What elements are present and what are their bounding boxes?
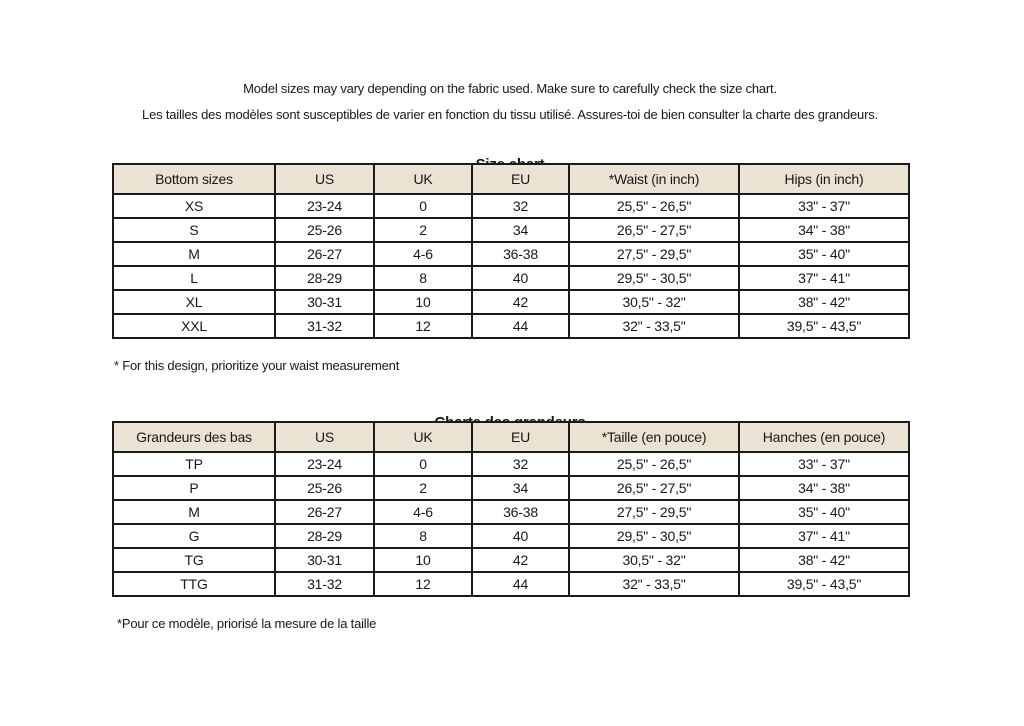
table-cell: M — [113, 500, 275, 524]
table-cell: 37" - 41" — [739, 266, 909, 290]
table-cell: 32 — [472, 194, 569, 218]
column-header: UK — [374, 422, 472, 452]
table-cell: 4-6 — [374, 500, 472, 524]
waist-footnote-french: *Pour ce modèle, priorisé la mesure de la taille — [117, 616, 377, 631]
table-row — [113, 290, 909, 314]
table-cell: 40 — [472, 266, 569, 290]
table-cell: 29,5" - 30,5" — [569, 266, 739, 290]
table-cell: 30-31 — [275, 290, 374, 314]
table-cell: 37" - 41" — [739, 524, 909, 548]
table-cell: 23-24 — [275, 452, 374, 476]
table-cell: 44 — [472, 572, 569, 596]
table-cell: XXL — [113, 314, 275, 338]
intro-text-french: Les tailles des modèles sont susceptibles de varier en fonction du tissu utilisé. Assures-toi de bien consulter la charte des grandeurs. — [142, 107, 878, 122]
table-cell: 10 — [374, 290, 472, 314]
table-cell: 26-27 — [275, 500, 374, 524]
column-header: EU — [472, 422, 569, 452]
table-cell: 28-29 — [275, 524, 374, 548]
table-row — [113, 266, 909, 290]
column-header: Bottom sizes — [113, 164, 275, 194]
table-cell: L — [113, 266, 275, 290]
table-cell: 12 — [374, 572, 472, 596]
table-cell: TP — [113, 452, 275, 476]
table-cell: XL — [113, 290, 275, 314]
table-row — [113, 572, 909, 596]
table-cell: 26-27 — [275, 242, 374, 266]
table-cell: 44 — [472, 314, 569, 338]
table-cell: 32 — [472, 452, 569, 476]
table-cell: 12 — [374, 314, 472, 338]
table-row — [113, 548, 909, 572]
table-cell: 8 — [374, 524, 472, 548]
table-cell: 30,5" - 32" — [569, 548, 739, 572]
table-cell: 33" - 37" — [739, 452, 909, 476]
column-header: Hips (in inch) — [739, 164, 909, 194]
table-cell: 30-31 — [275, 548, 374, 572]
table-cell: 39,5" - 43,5" — [739, 572, 909, 596]
table-cell: 2 — [374, 476, 472, 500]
table-cell: G — [113, 524, 275, 548]
column-header: US — [275, 422, 374, 452]
table-cell: 32" - 33,5" — [569, 314, 739, 338]
column-header: UK — [374, 164, 472, 194]
table-cell: 34 — [472, 476, 569, 500]
table-cell: 30,5" - 32" — [569, 290, 739, 314]
table-cell: 34" - 38" — [739, 476, 909, 500]
table-cell: 8 — [374, 266, 472, 290]
table-cell: 0 — [374, 452, 472, 476]
table-cell: 38" - 42" — [739, 548, 909, 572]
table-row — [113, 218, 909, 242]
table-cell: 42 — [472, 548, 569, 572]
table-cell: 36-38 — [472, 242, 569, 266]
table-cell: M — [113, 242, 275, 266]
table-cell: 31-32 — [275, 572, 374, 596]
table-cell: 25,5" - 26,5" — [569, 194, 739, 218]
table-cell: 35" - 40" — [739, 500, 909, 524]
table-cell: 25-26 — [275, 476, 374, 500]
table-row — [113, 452, 909, 476]
table-cell: XS — [113, 194, 275, 218]
table-cell: 2 — [374, 218, 472, 242]
size-chart-table-english — [112, 163, 910, 339]
table-cell: 34 — [472, 218, 569, 242]
table-row — [113, 524, 909, 548]
table-cell: 40 — [472, 524, 569, 548]
column-header: EU — [472, 164, 569, 194]
table-cell: 29,5" - 30,5" — [569, 524, 739, 548]
table-cell: 34" - 38" — [739, 218, 909, 242]
table-header-row — [113, 164, 909, 194]
table-cell: 35" - 40" — [739, 242, 909, 266]
waist-footnote-english: * For this design, prioritize your waist measurement — [114, 358, 400, 373]
table-cell: 28-29 — [275, 266, 374, 290]
table-header-row — [113, 422, 909, 452]
size-chart-table-french — [112, 421, 910, 597]
table-cell: 25-26 — [275, 218, 374, 242]
table-cell: 32" - 33,5" — [569, 572, 739, 596]
table-row — [113, 242, 909, 266]
table-cell: 36-38 — [472, 500, 569, 524]
column-header: *Waist (in inch) — [569, 164, 739, 194]
table-cell: 27,5" - 29,5" — [569, 242, 739, 266]
table-cell: 31-32 — [275, 314, 374, 338]
table-cell: 39,5" - 43,5" — [739, 314, 909, 338]
table-row — [113, 314, 909, 338]
table-row — [113, 476, 909, 500]
column-header: Hanches (en pouce) — [739, 422, 909, 452]
table-cell: P — [113, 476, 275, 500]
column-header: Grandeurs des bas — [113, 422, 275, 452]
table-cell: 25,5" - 26,5" — [569, 452, 739, 476]
table-cell: TG — [113, 548, 275, 572]
table-cell: 38" - 42" — [739, 290, 909, 314]
table-row — [113, 500, 909, 524]
table-cell: 27,5" - 29,5" — [569, 500, 739, 524]
table-cell: 0 — [374, 194, 472, 218]
table-cell: S — [113, 218, 275, 242]
table-cell: 10 — [374, 548, 472, 572]
table-cell: 23-24 — [275, 194, 374, 218]
table-cell: 33" - 37" — [739, 194, 909, 218]
table-cell: 4-6 — [374, 242, 472, 266]
table-cell: TTG — [113, 572, 275, 596]
table-cell: 42 — [472, 290, 569, 314]
table-row — [113, 194, 909, 218]
column-header: *Taille (en pouce) — [569, 422, 739, 452]
intro-text-english: Model sizes may vary depending on the fabric used. Make sure to carefully check the size chart. — [243, 81, 777, 96]
table-cell: 26,5" - 27,5" — [569, 476, 739, 500]
column-header: US — [275, 164, 374, 194]
table-cell: 26,5" - 27,5" — [569, 218, 739, 242]
